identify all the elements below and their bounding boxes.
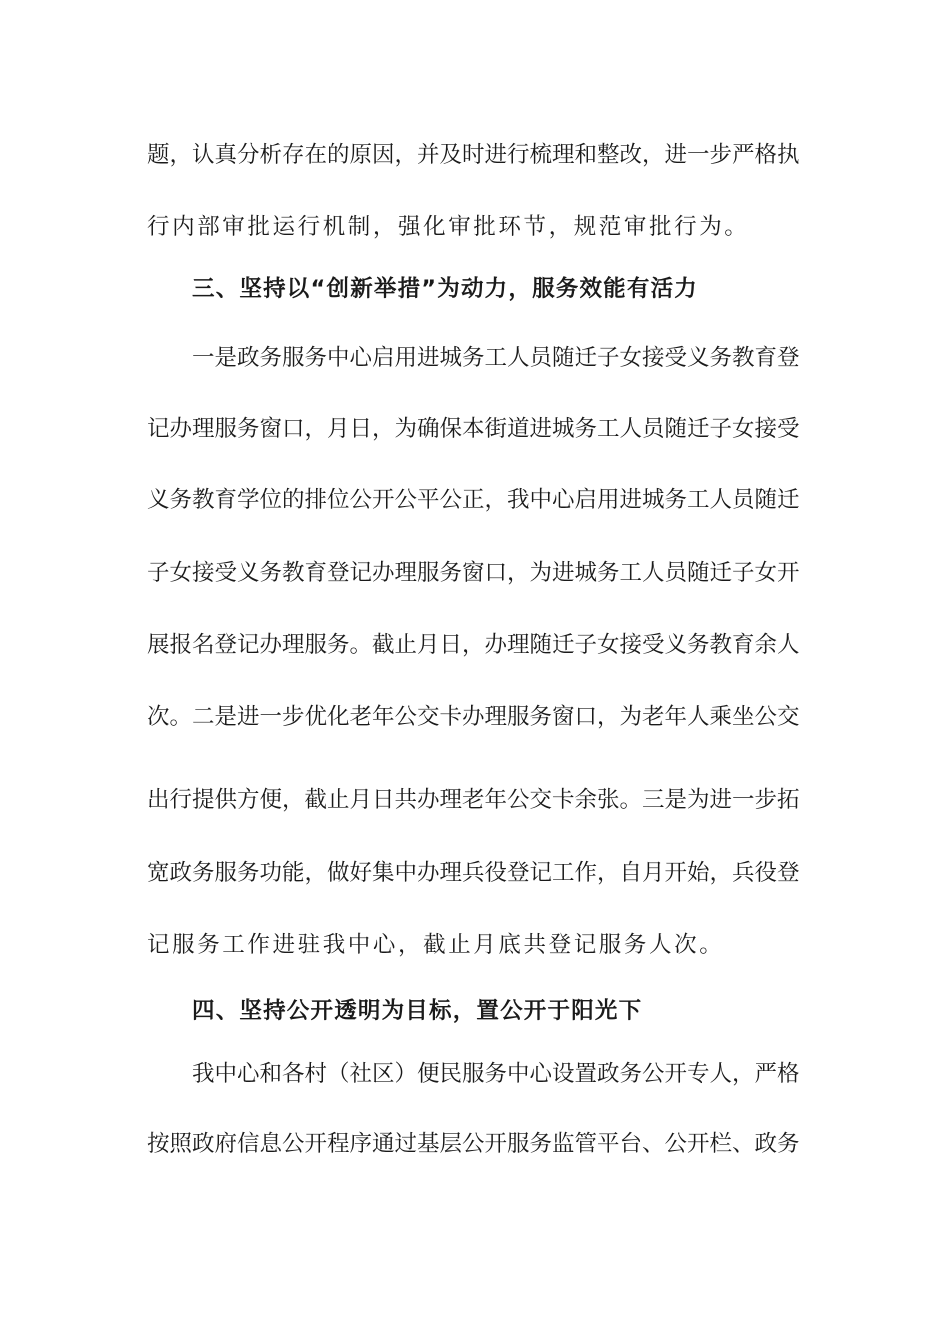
body-text-line: 子女接受义务教育登记办理服务窗口，为进城务工人员随迁子女开 [147,560,800,586]
body-text-line: 义务教育学位的排位公开公平公正，我中心启用进城务工人员随迁 [147,487,800,513]
body-text-line: 按照政府信息公开程序通过基层公开服务监管平台、公开栏、政务 [147,1131,800,1157]
body-text-line: 记办理服务窗口，月日，为确保本街道进城务工人员随迁子女接受 [147,416,800,442]
body-text-line: 行内部审批运行机制，强化审批环节，规范审批行为。 [147,214,750,240]
body-text-line: 宽政务服务功能，做好集中办理兵役登记工作，自月开始，兵役登 [147,860,800,886]
body-text-line: 次。二是进一步优化老年公交卡办理服务窗口，为老年人乘坐公交 [147,704,800,730]
body-text-line: 一是政务服务中心启用进城务工人员随迁子女接受义务教育登 [192,345,800,371]
body-text-line: 记服务工作进驻我中心，截止月底共登记服务人次。 [147,932,725,958]
section-heading-4: 四、坚持公开透明为目标，置公开于阳光下 [192,998,643,1024]
body-text-line: 展报名登记办理服务。截止月日，办理随迁子女接受义务教育余人 [147,632,800,658]
body-text-line: 出行提供方便，截止月日共办理老年公交卡余张。三是为进一步拓 [147,787,800,813]
body-text-line: 题，认真分析存在的原因，并及时进行梳理和整改，进一步严格执 [147,142,800,168]
section-heading-3: 三、坚持以“创新举措”为动力，服务效能有活力 [192,276,698,302]
body-text-line: 我中心和各村（社区）便民服务中心设置政务公开专人，严格 [192,1061,800,1087]
